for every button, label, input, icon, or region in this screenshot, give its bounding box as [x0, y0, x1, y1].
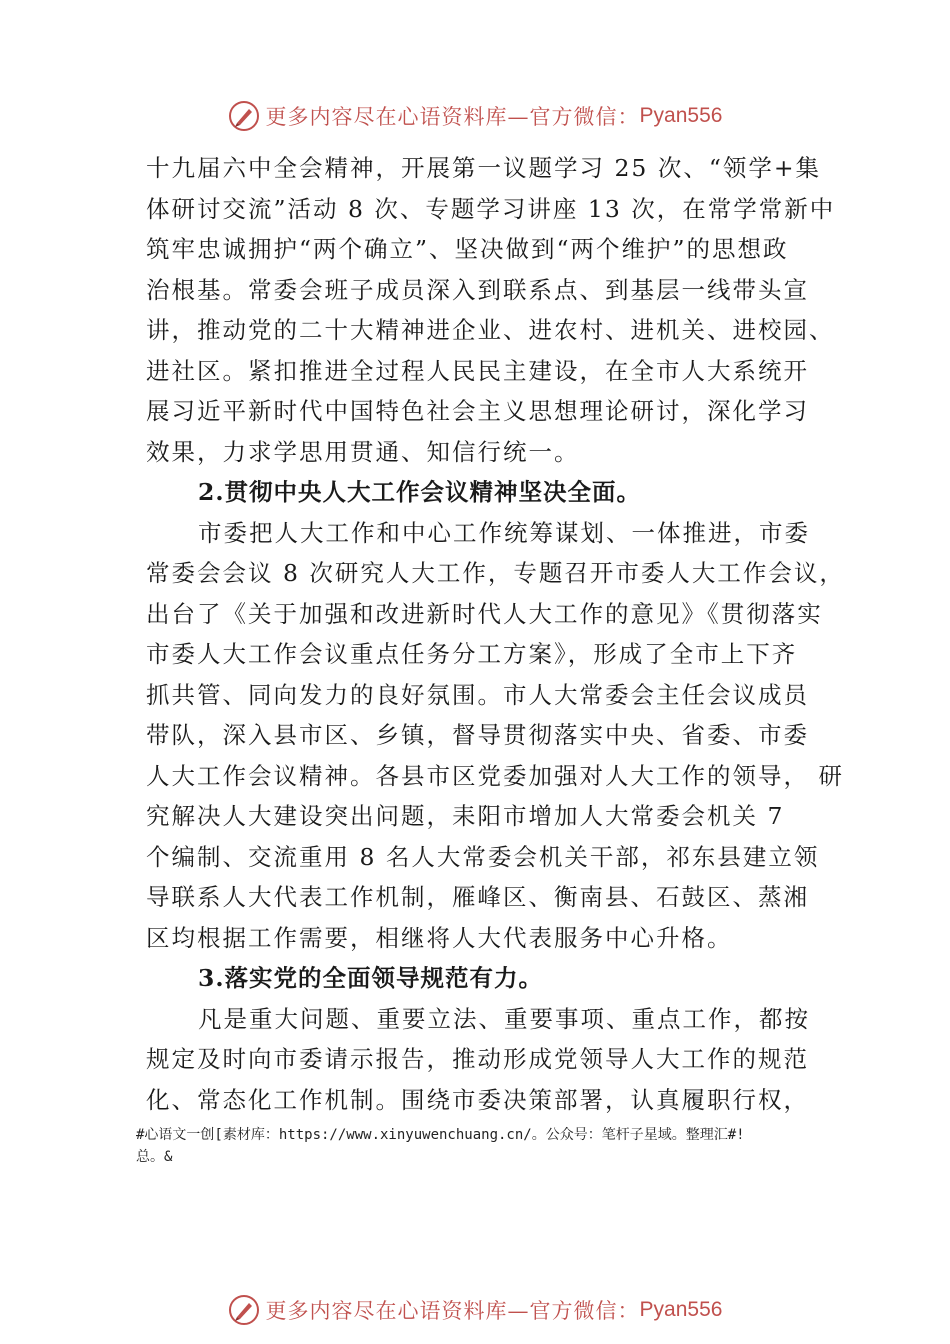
text-line: 讲，推动党的二十大精神进企业、进农村、进机关、进校园、 [146, 316, 835, 344]
paragraph [146, 513, 845, 959]
text-line: 规定及时向市委请示报告，推动形成党领导人大工作的规范 [146, 1045, 809, 1073]
text-line: 带队，深入县市区、乡镇，督导贯彻落实中央、省委、市委 [146, 721, 809, 749]
footer-banner [0, 1290, 950, 1330]
source-note-line: #心语文一创[素材库：https://www.xinyuwenchuang.cn/。公众号：笔杆子星域。整理汇#! [136, 1127, 745, 1143]
text-line: 展习近平新时代中国特色社会主义思想理论研讨，深化学习 [146, 397, 809, 425]
text-line: 化、常态化工作机制。围绕市委决策部署，认真履职行权， [146, 1085, 809, 1114]
banner-wechat-id: Pyan556 [639, 104, 723, 127]
text-line: 出台了《关于加强和改进新时代人大工作的意见》《贯彻落实 [146, 599, 823, 628]
text-line: 凡是重大问题、重要立法、重要事项、重点工作，都按 [198, 1004, 810, 1033]
pen-logo-icon [228, 1294, 260, 1326]
text-line: 区均根据工作需要，相继将人大代表服务中心升格。 [146, 923, 733, 952]
banner-text: 更多内容尽在心语资料库—官方微信： [265, 1299, 640, 1323]
text-line: 常委会会议 8 次研究人大工作，专题召开市委人大工作会议， [146, 559, 845, 587]
text-line: 市委人大工作会议重点任务分工方案》，形成了全市上下齐 [146, 640, 798, 668]
paragraph [146, 999, 826, 1121]
paragraph [146, 148, 836, 472]
text-line: 筑牢忠诚拥护“两个确立”、坚决做到“两个维护”的思想政 [146, 235, 789, 263]
text-line: 究解决人大建设突出问题，耒阳市增加人大常委会机关 7 [146, 802, 785, 830]
banner-text: 更多内容尽在心语资料库—官方微信： [265, 105, 640, 129]
text-line: 十九届六中全会精神，开展第一议题学习 25 次、“领学+集 [146, 154, 822, 182]
pen-logo-icon [228, 100, 260, 132]
source-note [136, 1124, 836, 1168]
section-heading-2: 2.贯彻中央人大工作会议精神坚决全面。 [198, 478, 642, 506]
section-heading-3: 3.落实党的全面领导规范有力。 [198, 964, 544, 992]
text-line: 市委把人大工作和中心工作统筹谋划、一体推进，市委 [198, 518, 810, 547]
text-line: 治根基。常委会班子成员深入到联系点、到基层一线带头宣 [146, 275, 809, 304]
source-note-line: 总。& [136, 1149, 173, 1165]
text-line: 抓共管、同向发力的良好氛围。市人大常委会主任会议成员 [146, 680, 809, 709]
text-line: 效果，力求学思用贯通、知信行统一。 [146, 437, 580, 466]
banner-wechat-id: Pyan556 [639, 1298, 723, 1321]
text-line: 导联系人大代表工作机制，雁峰区、衡南县、石鼓区、蒸湘 [146, 883, 809, 911]
header-banner [0, 96, 950, 136]
text-line: 进社区。紧扣推进全过程人民民主建设，在全市人大系统开 [146, 356, 809, 385]
document-body [146, 148, 845, 1120]
text-line: 体研讨交流”活动 8 次、专题学习讲座 13 次，在常学常新中 [146, 194, 836, 223]
text-line: 个编制、交流重用 8 名人大常委会机关干部，祁东县建立领 [146, 842, 820, 871]
text-line: 人大工作会议精神。各县市区党委加强对人大工作的领导， 研 [146, 761, 844, 790]
